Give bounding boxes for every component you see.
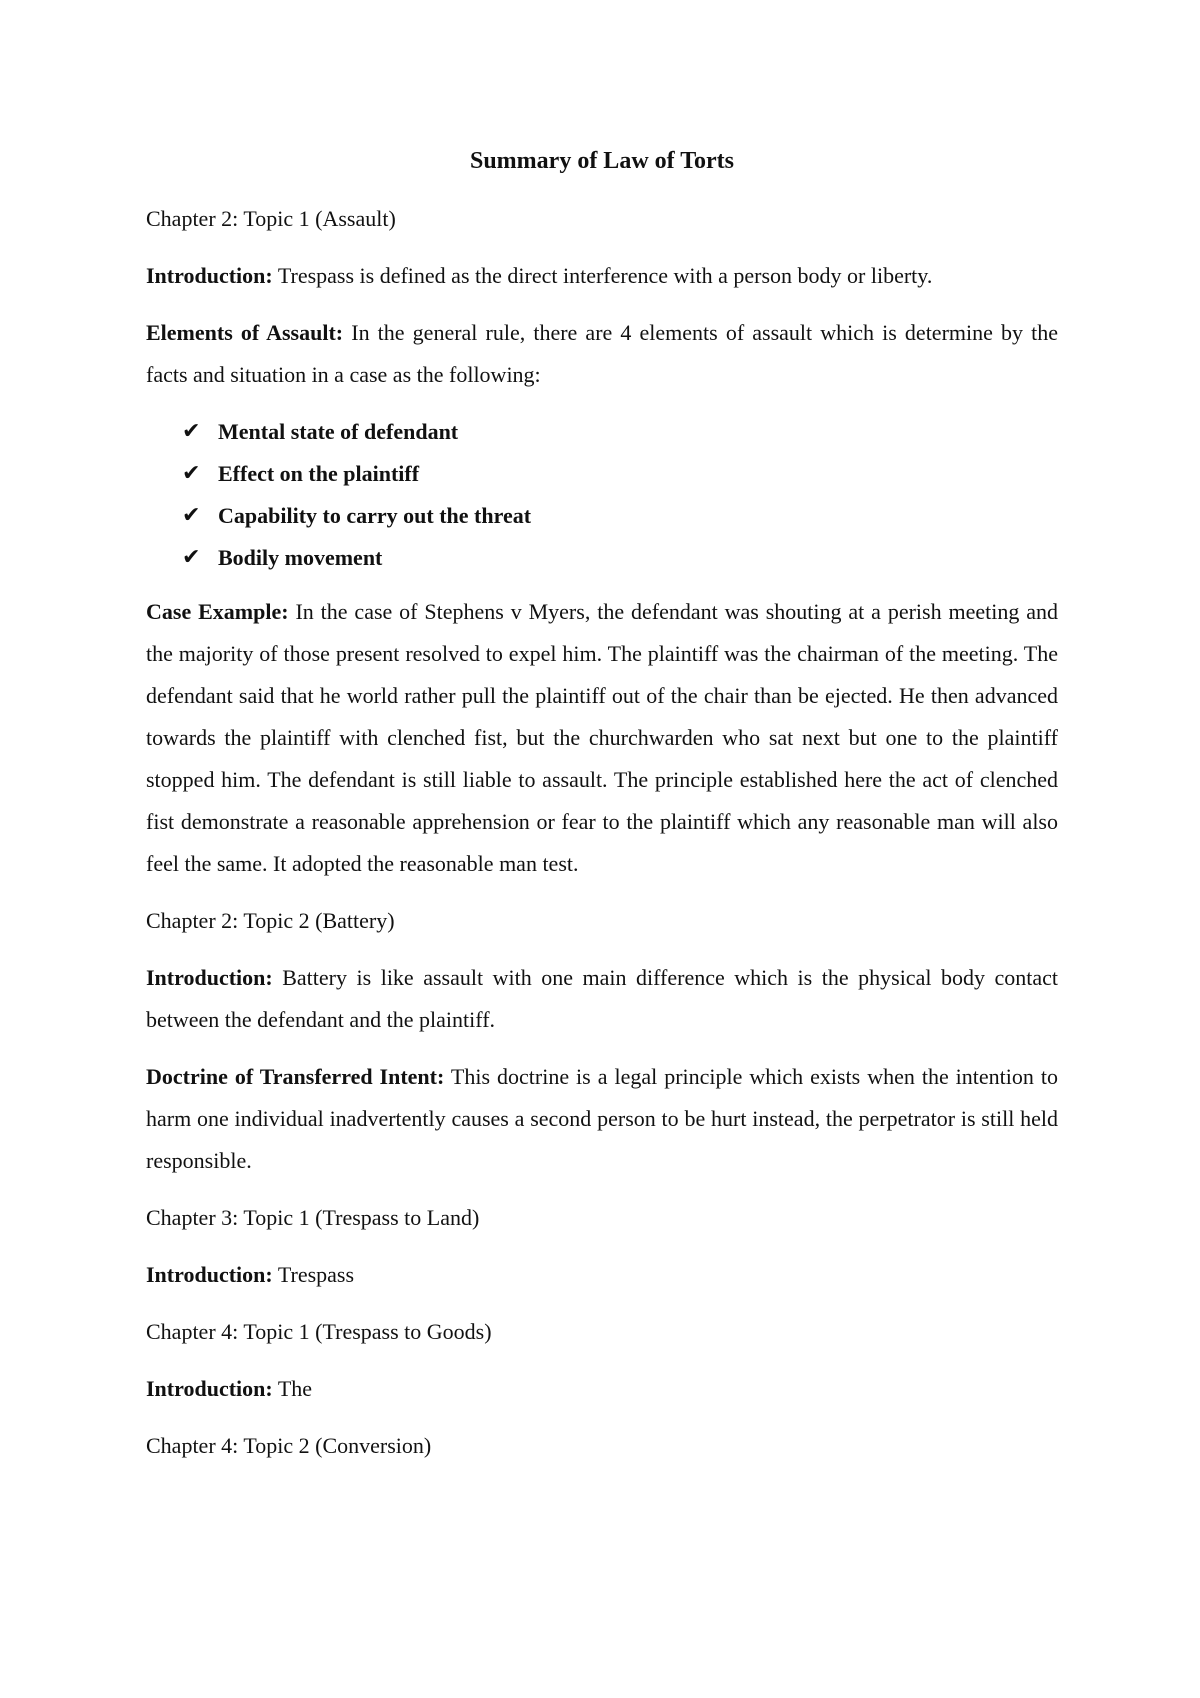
heading-chapter3-topic1: Chapter 3: Topic 1 (Trespass to Land) bbox=[146, 1205, 480, 1230]
intro-paragraph-trespass-goods bbox=[146, 1368, 1058, 1410]
heading-chapter4-topic2: Chapter 4: Topic 2 (Conversion) bbox=[146, 1433, 432, 1458]
elements-label: Elements of Assault: bbox=[146, 320, 344, 345]
intro-text: Battery is like assault with one main difference which is the physical body contact between the defendant and the plaintiff. bbox=[146, 965, 1058, 1032]
document-body bbox=[146, 146, 1058, 1482]
intro-label: Introduction: bbox=[146, 263, 273, 288]
list-item bbox=[146, 453, 1058, 495]
checkmark-icon: ✔ bbox=[182, 419, 201, 444]
checkmark-icon: ✔ bbox=[182, 503, 201, 528]
intro-text: The bbox=[272, 1376, 313, 1401]
intro-label: Introduction: bbox=[146, 1262, 273, 1287]
intro-text: Trespass bbox=[272, 1262, 355, 1287]
intro-label: Introduction: bbox=[146, 1376, 273, 1401]
list-item bbox=[146, 411, 1058, 453]
case-example-label: Case Example: bbox=[146, 599, 289, 624]
list-item-label: Bodily movement bbox=[218, 545, 383, 570]
intro-label: Introduction: bbox=[146, 965, 273, 990]
intro-paragraph-battery bbox=[146, 957, 1058, 1041]
case-example-paragraph bbox=[146, 591, 1058, 885]
doctrine-text: This doctrine is a legal principle which exists when the intention to harm one individual inadvertently causes a second person to be hurt instead, the perpetrator is still held responsible. bbox=[146, 1064, 1058, 1173]
case-example-text: In the case of Stephens v Myers, the defendant was shouting at a perish meeting and the majority of those present resolved to expel him. The plaintiff was the chairman of the meeting. The defendant said that he world rather pull the plaintiff out of the chair than be ejected. He then advanced towards the plaintiff with clenched fist, but the churchwarden who sat next but one to the plaintiff stopped him. The defendant is still liable to assault. The principle established here the act of clenched fist demonstrate a reasonable apprehension or fear to the plaintiff which any reasonable man will also feel the same. It adopted the reasonable man test. bbox=[146, 599, 1058, 876]
heading-chapter2-topic1: Chapter 2: Topic 1 (Assault) bbox=[146, 206, 396, 231]
list-item-label: Mental state of defendant bbox=[218, 419, 459, 444]
heading-chapter4-topic1: Chapter 4: Topic 1 (Trespass to Goods) bbox=[146, 1319, 492, 1344]
intro-paragraph-assault bbox=[146, 255, 1058, 297]
intro-text: Trespass is defined as the direct interference with a person body or liberty. bbox=[272, 263, 933, 288]
list-item-label: Capability to carry out the threat bbox=[218, 503, 532, 528]
list-item-label: Effect on the plaintiff bbox=[218, 461, 420, 486]
checkmark-icon: ✔ bbox=[182, 461, 201, 486]
intro-paragraph-trespass-land bbox=[146, 1254, 1058, 1296]
page-title: Summary of Law of Torts bbox=[469, 148, 734, 174]
list-item bbox=[146, 537, 1058, 579]
doctrine-label: Doctrine of Transferred Intent: bbox=[146, 1064, 445, 1089]
doctrine-paragraph bbox=[146, 1056, 1058, 1182]
list-item bbox=[146, 495, 1058, 537]
checkmark-icon: ✔ bbox=[182, 545, 201, 570]
elements-paragraph bbox=[146, 312, 1058, 396]
elements-text: In the general rule, there are 4 elements of assault which is determine by the facts and situation in a case as the following: bbox=[146, 320, 1058, 387]
heading-chapter2-topic2: Chapter 2: Topic 2 (Battery) bbox=[146, 908, 395, 933]
elements-checklist bbox=[146, 411, 1058, 579]
